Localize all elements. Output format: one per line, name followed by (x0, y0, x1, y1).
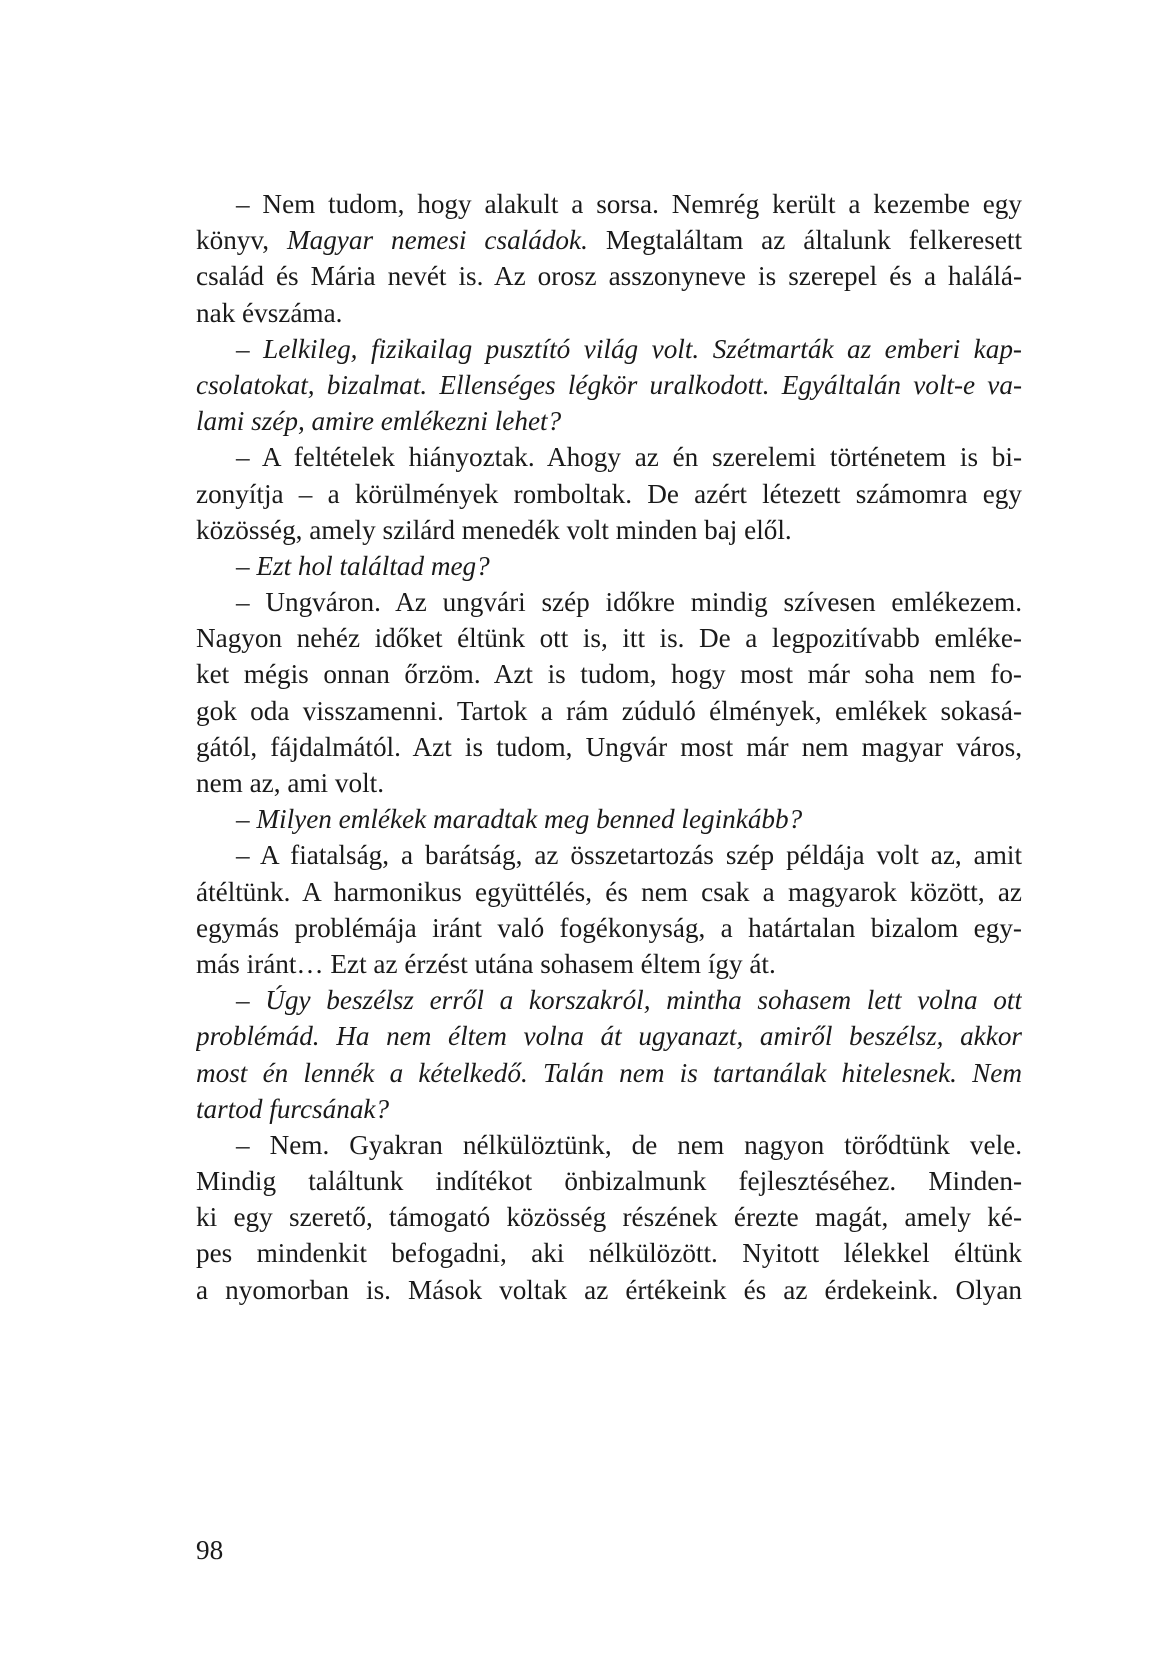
text-line: nak évszáma. (196, 297, 343, 328)
text-line: – Milyen emlékek maradtak meg benned leginkább? (236, 804, 803, 835)
text-line: Mindig találtunk indítékot önbizalmunk fejlesztéséhez. Minden- (196, 1166, 1022, 1197)
text-line: Nagyon nehéz időket éltünk ott is, itt is. De a legpozitívabb emléke- (196, 623, 1022, 654)
text-line: a nyomorban is. Mások voltak az értékeink és az érdekeink. Olyan (196, 1274, 1022, 1305)
text-line: – A feltételek hiányoztak. Ahogy az én szerelemi történetem is bi- (236, 442, 1022, 473)
text-line: – Ungváron. Az ungvári szép időkre mindig szívesen emlékezem. (236, 587, 1022, 618)
text-line: – Ezt hol találtad meg? (236, 550, 490, 581)
text-line: tartod furcsának? (196, 1093, 390, 1124)
text-line: – A fiatalság, a barátság, az összetartozás szép példája volt az, amit (236, 840, 1022, 871)
text-segment: könyv, (196, 225, 287, 256)
text-line: most én lennék a kételkedő. Talán nem is tartanálak hitelesnek. Nem (196, 1057, 1022, 1088)
text-segment: Megtaláltam az általunk felkeresett (587, 225, 1022, 256)
text-line (196, 222, 1022, 258)
text-line: csolatokat, bizalmat. Ellenséges légkör uralkodott. Egyáltalán volt-e va- (196, 369, 1022, 400)
text-line: gától, fájdalmától. Azt is tudom, Ungvár most már nem magyar város, (196, 731, 1022, 762)
text-line: más iránt… Ezt az érzést utána sohasem éltem így át. (196, 948, 776, 979)
text-line: – Lelkileg, fizikailag pusztító világ volt. Szétmarták az emberi kap- (236, 333, 1022, 364)
text-line: zonyítja – a körülmények romboltak. De azért létezett számomra egy (196, 478, 1022, 509)
text-line: problémád. Ha nem éltem volna át ugyanazt, amiről beszélsz, akkor (196, 1021, 1022, 1052)
text-line: ket mégis onnan őrzöm. Azt is tudom, hogy most már soha nem fo- (196, 659, 1022, 690)
text-line: ki egy szerető, támogató közösség részének érezte magát, amely ké- (196, 1202, 1022, 1233)
text-line: átéltünk. A harmonikus együttélés, és nem csak a magyarok között, az (196, 876, 1022, 907)
text-line: pes mindenkit befogadni, aki nélkülözött. Nyitott lélekkel éltünk (196, 1238, 1022, 1269)
text-line: – Úgy beszélsz erről a korszakról, mintha sohasem lett volna ott (236, 985, 1022, 1016)
text-line: közösség, amely szilárd menedék volt minden baj elől. (196, 514, 792, 545)
page-body-text (196, 186, 1022, 1308)
text-line: lami szép, amire emlékezni lehet? (196, 406, 562, 437)
text-line: – Nem. Gyakran nélkülöztünk, de nem nagyon törődtünk vele. (236, 1129, 1022, 1160)
page-number: 98 (196, 1535, 224, 1565)
text-line: egymás problémája iránt való fogékonyság, a határtalan bizalom egy- (196, 912, 1022, 943)
text-line: gok oda visszamenni. Tartok a rám zúduló élmények, emlékek sokasá- (196, 695, 1022, 726)
book-title-italic: Magyar nemesi családok. (286, 225, 588, 256)
text-line: – Nem tudom, hogy alakult a sorsa. Nemrég került a kezembe egy (236, 189, 1022, 219)
text-line: nem az, ami volt. (196, 768, 384, 798)
text-line: család és Mária nevét is. Az orosz asszonyneve is szerepel és a halálá- (196, 261, 1022, 292)
